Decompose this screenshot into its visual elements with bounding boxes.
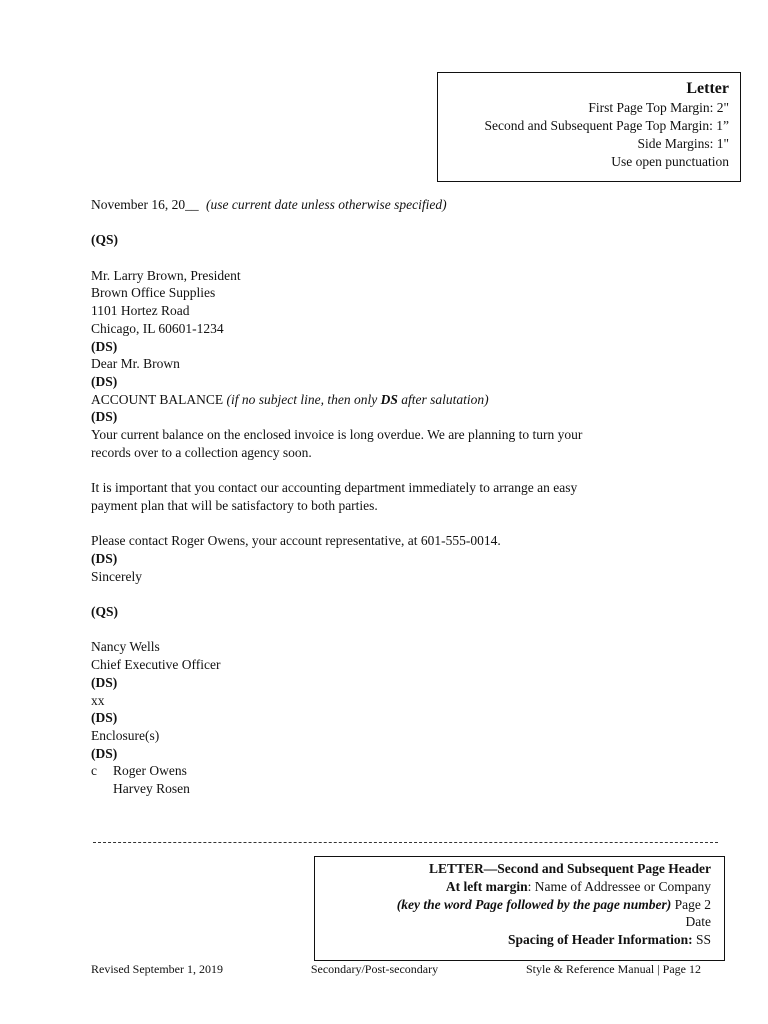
double-space-marker: (DS) <box>91 710 118 726</box>
footer-revised-date: Revised September 1, 2019 <box>91 962 223 976</box>
paragraph-3: Please contact Roger Owens, your account representative, at 601-555-0014. <box>91 533 501 549</box>
header-box-line-page: (key the word Page followed by the page number) Page 2 <box>396 896 711 912</box>
header-box-line-spacing: Spacing of Header Information: SS <box>507 932 711 948</box>
copy-recipient: Roger Owens <box>113 763 187 779</box>
spec-line-punctuation: Use open punctuation <box>611 154 729 169</box>
page-break-divider <box>93 842 718 843</box>
address-line-name: Mr. Larry Brown, President <box>91 267 241 283</box>
letter-spec-box <box>437 72 741 182</box>
complimentary-closing: Sincerely <box>91 568 142 584</box>
paragraph-1-line-1: Your current balance on the enclosed invoice is long overdue. We are planning to turn your <box>91 427 583 443</box>
quad-space-marker: (QS) <box>91 232 118 248</box>
signer-title: Chief Executive Officer <box>91 657 221 673</box>
double-space-marker: (DS) <box>91 745 118 761</box>
spec-line-side-margins: Side Margins: 1" <box>637 136 729 151</box>
paragraph-2-line-1: It is important that you contact our accounting department immediately to arrange an easy <box>91 480 578 496</box>
quad-space-marker: (QS) <box>91 604 118 620</box>
copy-label: c <box>91 763 97 779</box>
subject-text: ACCOUNT BALANCE <box>91 391 224 407</box>
header-box-line-addressee: At left margin: Name of Addressee or Company <box>445 878 711 894</box>
salutation: Dear Mr. Brown <box>91 356 180 372</box>
double-space-marker: (DS) <box>91 551 118 566</box>
footer-level: Secondary/Post-secondary <box>310 962 439 976</box>
enclosure-notation: Enclosure(s) <box>91 728 160 743</box>
double-space-marker: (DS) <box>91 374 118 389</box>
paragraph-2-line-2: payment plan that will be satisfactory to both parties. <box>91 497 378 513</box>
copy-notation <box>91 762 691 780</box>
spec-box-title: Letter <box>686 80 729 97</box>
address-line-street: 1101 Hortez Road <box>91 303 190 319</box>
header-box-line-date: Date <box>685 914 711 930</box>
reference-initials: xx <box>91 692 105 708</box>
date-line <box>91 196 691 214</box>
subject-line <box>91 391 691 409</box>
subject-note: (if no subject line, then only DS after salutation) <box>226 391 489 407</box>
spec-line-subsequent-margin: Second and Subsequent Page Top Margin: 1” <box>484 118 729 133</box>
letter-date: November 16, 20__ <box>91 197 199 212</box>
header-box-title: LETTER—Second and Subsequent Page Header <box>428 861 711 876</box>
double-space-marker: (DS) <box>91 674 118 690</box>
signer-name: Nancy Wells <box>91 639 160 655</box>
date-note: (use current date unless otherwise specified) <box>205 197 447 212</box>
address-line-city: Chicago, IL 60601-1234 <box>91 320 224 336</box>
subsequent-page-header-box <box>314 856 725 961</box>
page-footer <box>91 962 701 977</box>
double-space-marker: (DS) <box>91 338 118 354</box>
letter-body <box>91 196 691 798</box>
paragraph-1-line-2: records over to a collection agency soon. <box>91 444 312 460</box>
double-space-marker: (DS) <box>91 409 118 425</box>
copy-recipient: Harvey Rosen <box>113 781 190 797</box>
spec-line-first-page-margin: First Page Top Margin: 2" <box>588 100 729 115</box>
footer-manual-page: Style & Reference Manual | Page 12 <box>525 962 701 976</box>
address-line-company: Brown Office Supplies <box>91 285 216 301</box>
